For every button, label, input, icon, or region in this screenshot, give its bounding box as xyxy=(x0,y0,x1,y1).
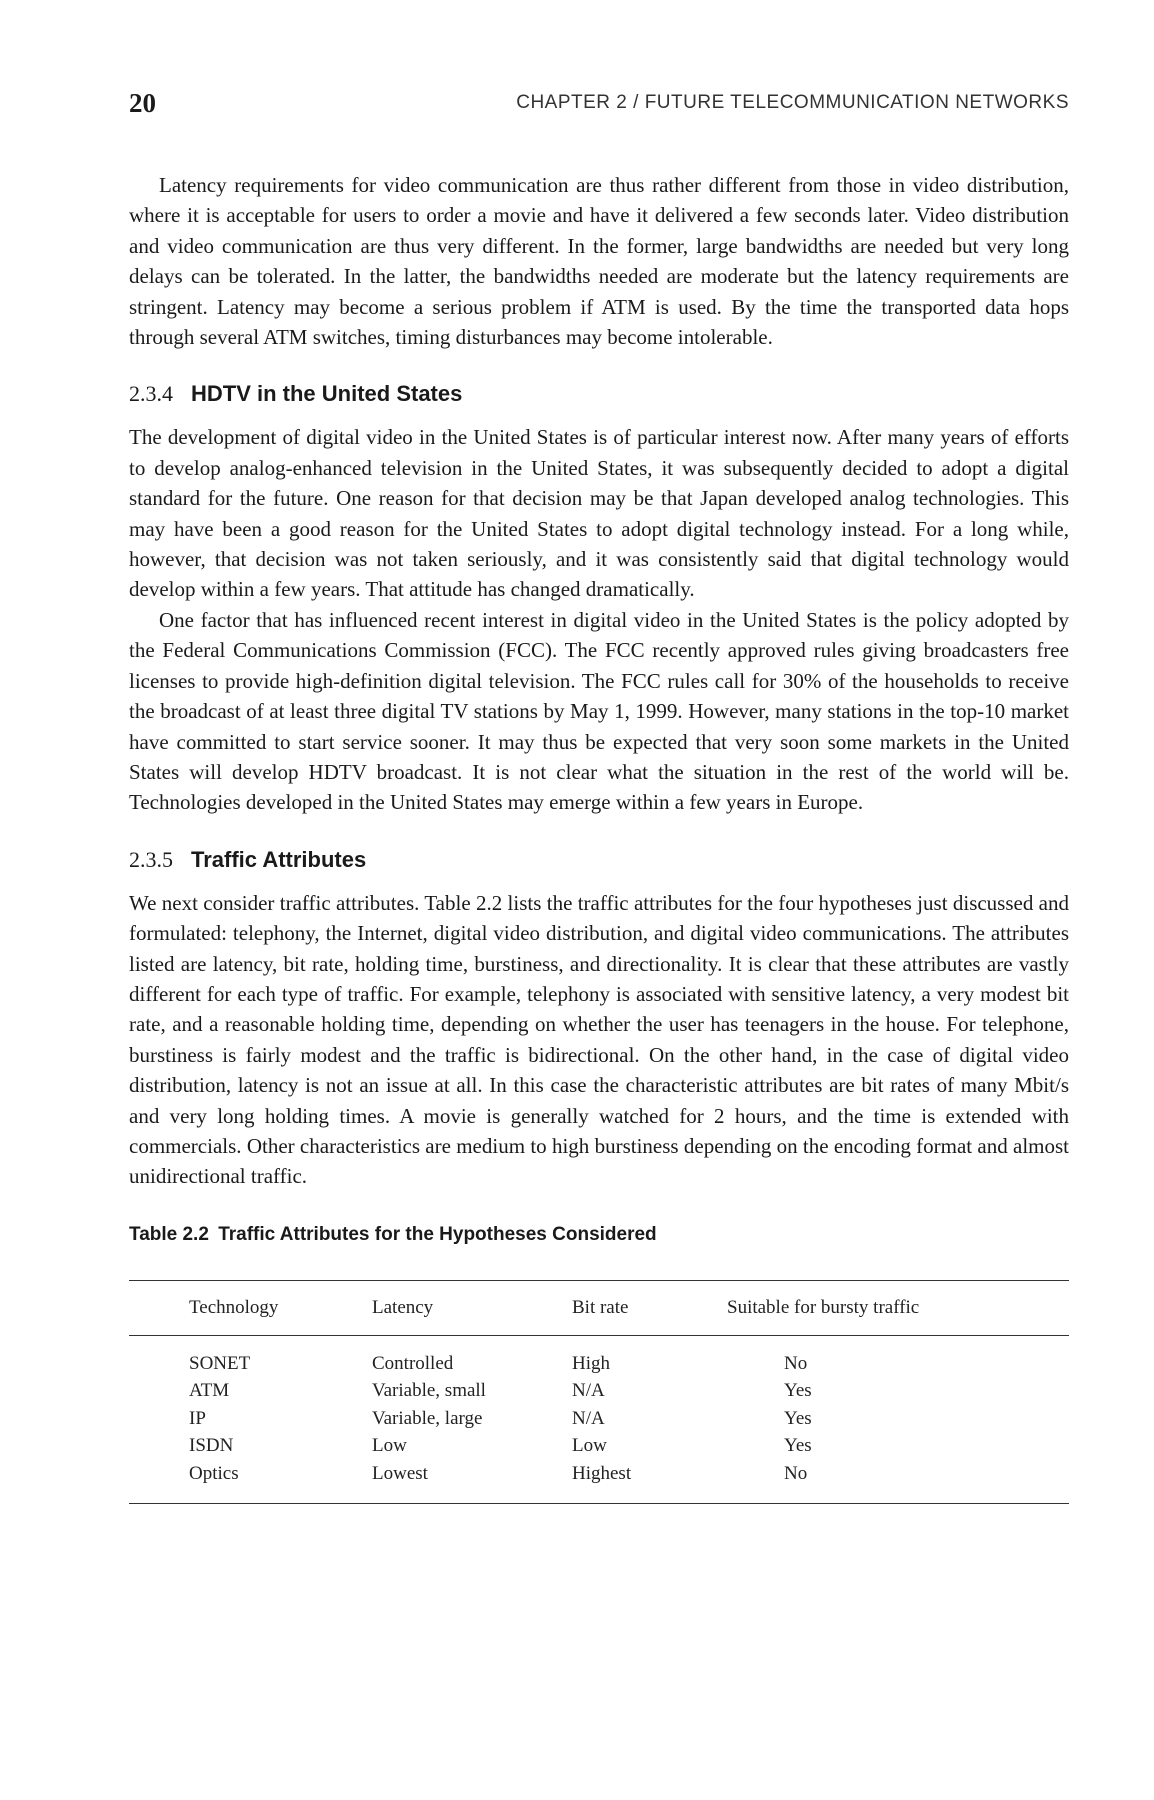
table-header-row xyxy=(129,1280,1069,1335)
table-row xyxy=(129,1432,1069,1460)
cell-bursty: No xyxy=(784,1352,808,1374)
cell-technology: SONET xyxy=(189,1352,251,1374)
table-caption xyxy=(129,1222,1069,1248)
column-header-bursty: Suitable for bursty traffic xyxy=(727,1296,920,1318)
cell-latency: Low xyxy=(372,1435,407,1457)
cell-technology: ATM xyxy=(189,1380,230,1402)
cell-latency: Variable, large xyxy=(372,1407,483,1429)
column-header-bit-rate: Bit rate xyxy=(572,1296,629,1318)
page-header xyxy=(129,88,1069,122)
cell-bursty: Yes xyxy=(784,1435,812,1457)
paragraph-fcc-policy: One factor that has influenced recent interest in digital video in the United States is the policy adopted by the Federal Communications Commission (FCC). The FCC recently approved rules giving broadcasters free licenses to provide high-definition digital television. The FCC rules call for 30% of the households to receive the broadcast of at least three digital TV stations by May 1, 1999. However, many stations in the top-10 market have committed to start service sooner. It may thus be expected that very soon some markets in the United States will develop HDTV broadcast. It is not clear what the situation in the rest of the world will be. Technologies developed in the United States may emerge within a few years in Europe. xyxy=(129,607,1069,815)
cell-bursty: Yes xyxy=(784,1407,812,1429)
section-heading-2-3-5 xyxy=(129,846,1069,874)
cell-technology: ISDN xyxy=(189,1435,234,1457)
running-head: CHAPTER 2 / FUTURE TELECOMMUNICATION NETWORKS xyxy=(516,92,1069,113)
paragraph-traffic-attributes: We next consider traffic attributes. Table 2.2 lists the traffic attributes for the four hypotheses just discussed and formulated: telephony, the Internet, digital video distribution, and digital video communications. The attributes listed are latency, bit rate, holding time, burstiness, and directionality. It is clear that these attributes are vastly different for each type of traffic. For example, telephony is associated with sensitive latency, a very modest bit rate, and a reasonable holding time, depending on whether the user has teenagers in the house. For telephone, burstiness is fairly modest and the traffic is bidirectional. On the other hand, in the case of digital video distribution, latency is not an issue at all. In this case the characteristic attributes are bit rates of many Mbit/s and very long holding times. A movie is generally watched for 2 hours, and the time is extended with commercials. Other characteristics are medium to high burstiness depending on the encoding format and almost unidirectional traffic. xyxy=(129,890,1069,1189)
body-text xyxy=(129,170,1069,1506)
section-heading-2-3-4 xyxy=(129,380,1069,408)
paragraph-hdtv-development: The development of digital video in the United States is of particular interest now. After many years of efforts to develop analog-enhanced television in the United States, it was subsequently decided to adopt a digital standard for the future. One reason for that decision may be that Japan developed analog technologies. This may have been a good reason for the United States to adopt digital technology instead. For a long while, however, that decision was not taken seriously, and it was consistently said that digital technology would develop within a few years. That attitude has changed dramatically. xyxy=(129,425,1069,602)
cell-technology: Optics xyxy=(189,1462,239,1484)
paragraph-latency: Latency requirements for video communication are thus rather different from those in video distribution, where it is acceptable for users to order a movie and have it delivered a few seconds later. Video distribution and video communication are thus very different. In the former, large bandwidths are needed but very long delays can be tolerated. In the latter, the bandwidths needed are moderate but the latency requirements are stringent. Latency may become a serious problem if ATM is used. By the time the transported data hops through several ATM switches, timing disturbances may become intolerable. xyxy=(129,173,1069,350)
cell-latency: Controlled xyxy=(372,1352,454,1374)
table-row xyxy=(129,1377,1069,1405)
cell-bit-rate: Highest xyxy=(572,1462,632,1484)
cell-latency: Lowest xyxy=(372,1462,428,1484)
cell-latency: Variable, small xyxy=(372,1380,486,1402)
cell-bit-rate: N/A xyxy=(572,1380,605,1402)
cell-bursty: Yes xyxy=(784,1380,812,1402)
column-header-technology: Technology xyxy=(189,1296,279,1318)
section-number: 2.3.4 xyxy=(129,381,173,407)
table-bottom-rule xyxy=(129,1504,1069,1507)
table-caption-text: Traffic Attributes for the Hypotheses Considered xyxy=(218,1223,657,1245)
table-label: Table 2.2 xyxy=(129,1223,209,1245)
page-number: 20 xyxy=(129,88,156,118)
column-header-latency: Latency xyxy=(372,1296,434,1318)
traffic-attributes-table xyxy=(129,1280,1069,1507)
cell-bursty: No xyxy=(784,1462,808,1484)
table-row xyxy=(129,1405,1069,1433)
cell-bit-rate: High xyxy=(572,1352,610,1374)
cell-technology: IP xyxy=(189,1407,206,1429)
cell-bit-rate: Low xyxy=(572,1435,607,1457)
table-row xyxy=(129,1460,1069,1504)
cell-bit-rate: N/A xyxy=(572,1407,605,1429)
section-title: HDTV in the United States xyxy=(191,381,463,407)
section-number: 2.3.5 xyxy=(129,846,173,872)
table-row xyxy=(129,1335,1069,1377)
section-title: Traffic Attributes xyxy=(191,846,367,872)
